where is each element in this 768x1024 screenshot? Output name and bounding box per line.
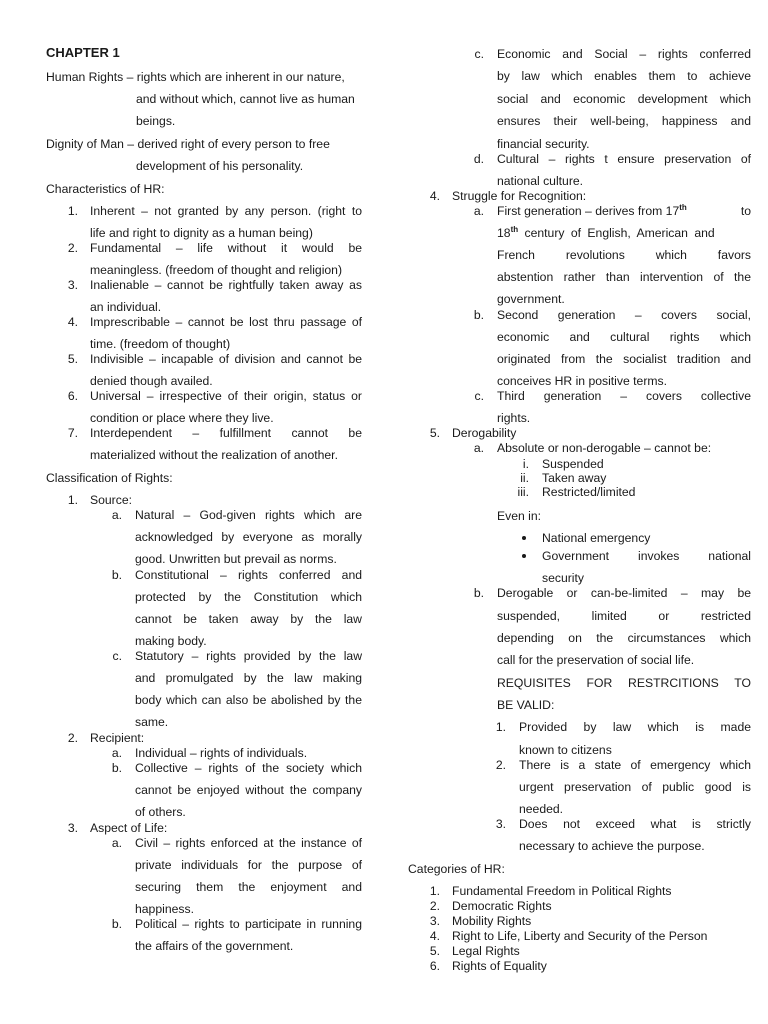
list-item: Universal – irrespective of their origin, status or	[90, 389, 362, 403]
category-item: Legal Rights	[452, 944, 520, 958]
list-number: 2.	[67, 241, 78, 255]
sub-item-text: to	[740, 204, 751, 218]
category-item: Democratic Rights	[452, 899, 552, 913]
requisite-item-cont: urgent preservation of public good is	[519, 780, 751, 794]
superscript: th	[679, 203, 687, 212]
list-number: 3.	[495, 817, 506, 831]
sub-item: Civil – rights enforced at the instance of	[135, 836, 362, 850]
human-rights-definition-cont: and without which, cannot live as human	[136, 92, 355, 106]
list-item-cont: an individual.	[90, 300, 162, 314]
characteristics-heading: Characteristics of HR:	[46, 182, 165, 196]
category-item: Fundamental Freedom in Political Rights	[452, 884, 672, 898]
list-number: 6.	[67, 389, 78, 403]
sub-item-cont: the affairs of the government.	[135, 939, 294, 953]
list-item-cont: meaningless. (freedom of thought and religion)	[90, 263, 343, 277]
category-item: Right to Life, Liberty and Security of the Person	[452, 929, 708, 943]
sub-item	[497, 203, 751, 219]
human-rights-definition-cont: beings.	[136, 114, 176, 128]
list-item-cont: denied though availed.	[90, 374, 213, 388]
sub-item-cont: cannot be enjoyed without the company	[135, 783, 362, 797]
sub-item-cont: protected by the Constitution which	[135, 590, 362, 604]
sub-item-cont: economic and cultural rights which	[497, 330, 751, 344]
sub-item-cont: body which can also be abolished by the	[135, 693, 362, 707]
list-number: 3.	[429, 914, 440, 928]
sub-item: Absolute or non-derogable – cannot be:	[497, 441, 712, 455]
sub-item-cont: rights.	[497, 411, 531, 425]
list-number: 3.	[67, 821, 78, 835]
requisite-item-cont: known to citizens	[519, 743, 612, 757]
list-item: Interdependent – fulfillment cannot be	[90, 426, 362, 440]
bullet-item: National emergency	[542, 531, 651, 545]
sub-item-cont: acknowledged by everyone as morally	[135, 530, 362, 544]
requisite-item: Provided by law which is made	[519, 720, 751, 734]
sub-item: Third generation – covers collective	[497, 389, 751, 403]
sub-item-cont: social and economic development which	[497, 92, 751, 106]
sub-item-cont: of others.	[135, 805, 186, 819]
sub-item: Derogable or can-be-limited – may be	[497, 586, 751, 600]
roman-marker: iii.	[517, 485, 529, 499]
requisite-item: Does not exceed what is strictly	[519, 817, 751, 831]
sub-marker: b.	[111, 568, 122, 582]
sub-item-cont: happiness.	[135, 902, 194, 916]
list-item-cont: materialized without the realization of another.	[90, 448, 338, 462]
recipient-label: Recipient:	[90, 731, 145, 745]
list-item: Imprescribable – cannot be lost thru passage of	[90, 315, 362, 329]
sub-marker: a.	[111, 836, 122, 850]
human-rights-definition: Human Rights – rights which are inherent in our nature,	[46, 70, 345, 84]
bullet-item-cont: security	[542, 571, 584, 585]
requisite-item: There is a state of emergency which	[519, 758, 751, 772]
list-item: Inalienable – cannot be rightfully taken away as	[90, 278, 362, 292]
sub-item-cont: originated from the socialist tradition and	[497, 352, 751, 366]
sub-marker: c.	[474, 389, 484, 403]
sub-item-cont: national culture.	[497, 174, 584, 188]
sub-item-cont: financial security.	[497, 137, 590, 151]
bullet-icon	[522, 554, 526, 558]
roman-marker: i.	[522, 457, 529, 471]
list-item-cont: time. (freedom of thought)	[90, 337, 231, 351]
category-item: Mobility Rights	[452, 914, 532, 928]
sub-marker: c.	[112, 649, 122, 663]
sub-item-cont: making body.	[135, 634, 207, 648]
sub-marker: b.	[111, 917, 122, 931]
list-number: 3.	[67, 278, 78, 292]
list-number: 1.	[429, 884, 440, 898]
sub-item: Constitutional – rights conferred and	[135, 568, 362, 582]
list-number: 2.	[67, 731, 78, 745]
sub-item: Economic and Social – rights conferred	[497, 47, 751, 61]
sub-item-cont: conceives HR in positive terms.	[497, 374, 668, 388]
categories-heading: Categories of HR:	[408, 862, 505, 876]
sub-item-text: century of English, American and	[518, 226, 715, 240]
sub-item-cont: cannot be taken away by the law	[135, 612, 362, 626]
sub-marker: b.	[473, 586, 484, 600]
sub-item: Statutory – rights provided by the law	[135, 649, 362, 663]
sub-marker: b.	[473, 308, 484, 322]
list-item: Inherent – not granted by any person. (right to	[90, 204, 362, 218]
sub-marker: b.	[111, 761, 122, 775]
sub-item-cont: by law which enables them to achieve	[497, 69, 751, 83]
sub-item: Second generation – covers social,	[497, 308, 751, 322]
bullet-icon	[522, 536, 526, 540]
aspect-label: Aspect of Life:	[90, 821, 168, 835]
list-item-cont: life and right to dignity as a human being)	[90, 226, 313, 240]
sub-item-cont: government.	[497, 292, 565, 306]
even-in-label: Even in:	[497, 509, 542, 523]
requisites-heading-cont: BE VALID:	[497, 698, 555, 712]
requisite-item-cont: necessary to achieve the purpose.	[519, 839, 705, 853]
sub-item-cont: abstention rather than intervention of the	[497, 270, 751, 284]
derogability-label: Derogability	[452, 426, 517, 440]
sub-marker: a.	[111, 746, 122, 760]
sub-item-text: 18	[497, 226, 511, 240]
list-item: Indivisible – incapable of division and cannot be	[90, 352, 362, 366]
roman-marker: ii.	[520, 471, 529, 485]
source-label: Source:	[90, 493, 133, 507]
sub-item-cont: suspended, limited or restricted	[497, 609, 751, 623]
sub-item-cont: depending on the circumstances which	[497, 631, 751, 645]
sub-item: Cultural – rights t ensure preservation of	[497, 152, 751, 166]
list-number: 1.	[67, 493, 78, 507]
list-number: 4.	[67, 315, 78, 329]
list-item: Fundamental – life without it would be	[90, 241, 362, 255]
roman-item: Taken away	[542, 471, 607, 485]
sub-marker: c.	[474, 47, 484, 61]
sub-item-cont: securing them the enjoyment and	[135, 880, 362, 894]
requisite-item-cont: needed.	[519, 802, 564, 816]
list-number: 5.	[429, 426, 440, 440]
sub-item: Natural – God-given rights which are	[135, 508, 362, 522]
sub-item-cont	[497, 225, 751, 241]
category-item: Rights of Equality	[452, 959, 547, 973]
struggle-label: Struggle for Recognition:	[452, 189, 587, 203]
sub-marker: d.	[473, 152, 484, 166]
list-number: 2.	[495, 758, 506, 772]
list-item-cont: condition or place where they live.	[90, 411, 274, 425]
sub-marker: a.	[111, 508, 122, 522]
sub-marker: a.	[473, 204, 484, 218]
list-number: 1.	[67, 204, 78, 218]
list-number: 7.	[67, 426, 78, 440]
sub-item-cont: same.	[135, 715, 169, 729]
superscript: th	[510, 225, 519, 234]
classification-heading: Classification of Rights:	[46, 471, 173, 485]
list-number: 2.	[429, 899, 440, 913]
sub-item-cont: ensures their well-being, happiness and	[497, 114, 751, 128]
bullet-item: Government invokes national	[542, 549, 751, 563]
list-number: 6.	[429, 959, 440, 973]
list-number: 5.	[67, 352, 78, 366]
sub-item-cont: call for the preservation of social life.	[497, 653, 695, 667]
list-number: 4.	[429, 189, 440, 203]
dignity-definition-cont: development of his personality.	[136, 159, 304, 173]
list-number: 5.	[429, 944, 440, 958]
sub-item-cont: private individuals for the purpose of	[135, 858, 362, 872]
requisites-heading: REQUISITES FOR RESTRCITIONS TO	[497, 676, 751, 690]
sub-item-cont: French revolutions which favors	[497, 248, 751, 262]
sub-item: Political – rights to participate in running	[135, 917, 362, 931]
list-number: 4.	[429, 929, 440, 943]
sub-item: Collective – rights of the society which	[135, 761, 362, 775]
sub-item-cont: and promulgated by the law making	[135, 671, 362, 685]
dignity-definition: Dignity of Man – derived right of every person to free	[46, 137, 330, 151]
sub-item-cont: good. Unwritten but prevail as norms.	[135, 552, 337, 566]
sub-marker: a.	[473, 441, 484, 455]
roman-item: Suspended	[542, 457, 604, 471]
chapter-title: CHAPTER 1	[46, 45, 120, 60]
list-number: 1.	[495, 720, 506, 734]
roman-item: Restricted/limited	[542, 485, 636, 499]
sub-item: Individual – rights of individuals.	[135, 746, 308, 760]
sub-item-text: First generation – derives from 17	[497, 204, 680, 218]
